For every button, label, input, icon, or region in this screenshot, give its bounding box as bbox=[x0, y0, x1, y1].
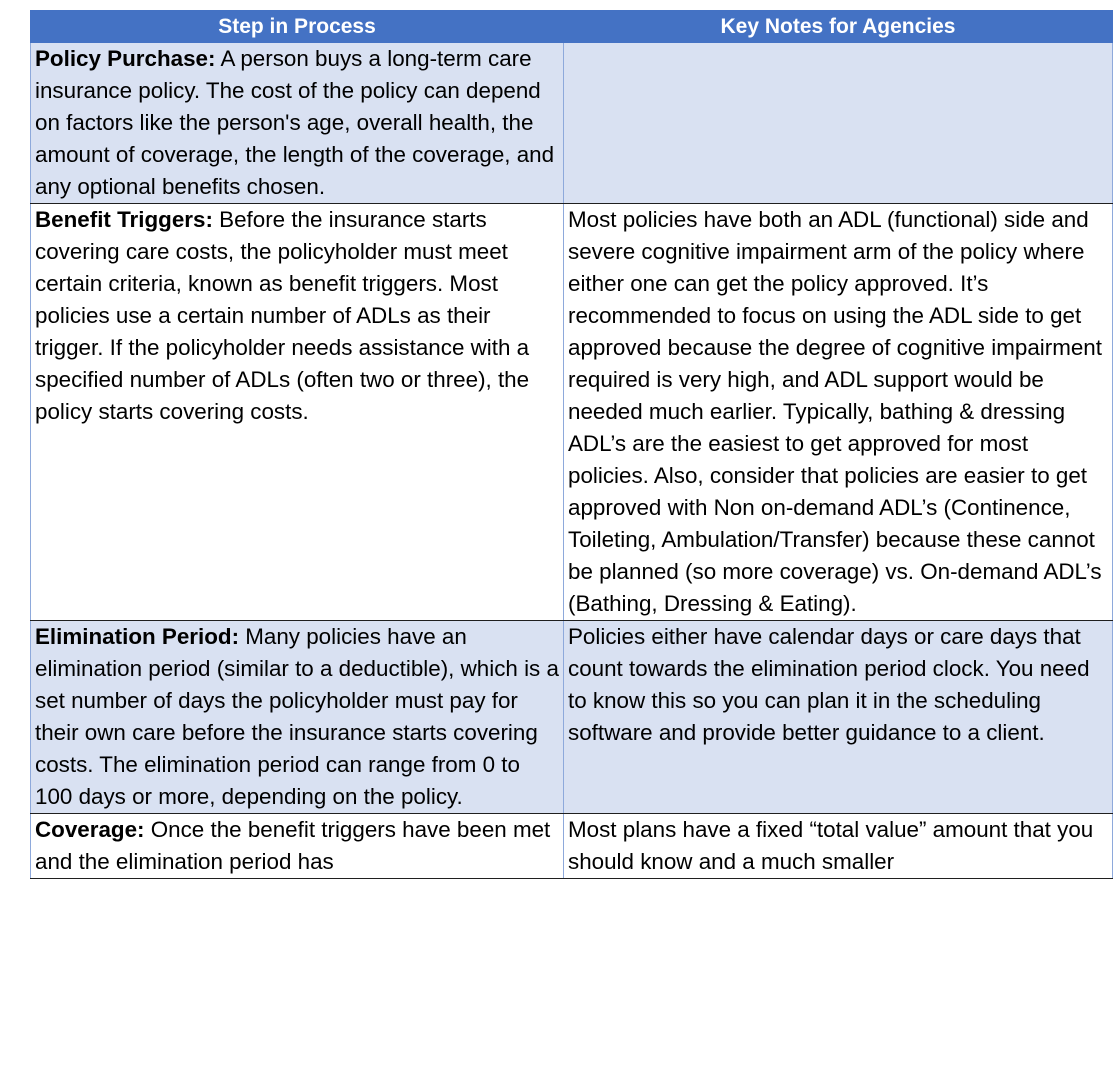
step-cell bbox=[31, 814, 564, 879]
process-table bbox=[30, 10, 1113, 879]
step-title: Policy Purchase: bbox=[35, 46, 216, 71]
notes-cell bbox=[564, 43, 1113, 204]
notes-text: Most plans have a fixed “total value” amount that you should know and a much smaller bbox=[568, 817, 1094, 874]
step-cell bbox=[31, 621, 564, 814]
step-cell bbox=[31, 204, 564, 621]
step-text: Once the benefit triggers have been met and the elimination period has bbox=[35, 817, 551, 874]
step-text: A person buys a long-term care insurance policy. The cost of the policy can depend on factors like the person's age, overall health, the amount of coverage, the length of the coverage, and any optional benefits chosen. bbox=[35, 46, 555, 199]
table-row bbox=[31, 204, 1113, 621]
column-header-step: Step in Process bbox=[31, 11, 564, 43]
process-table-container bbox=[30, 10, 1112, 879]
step-title: Benefit Triggers: bbox=[35, 207, 213, 232]
column-header-notes: Key Notes for Agencies bbox=[564, 11, 1113, 43]
step-title: Coverage: bbox=[35, 817, 145, 842]
notes-cell bbox=[564, 814, 1113, 879]
step-text: Many policies have an elimination period (similar to a deductible), which is a set number of days the policyholder must pay for their own care before the insurance starts covering costs. The elimination period can range from 0 to 100 days or more, depending on the policy. bbox=[35, 624, 559, 809]
step-cell bbox=[31, 43, 564, 204]
notes-text: Most policies have both an ADL (functional) side and severe cognitive impairment arm of the policy where either one can get the policy approved. It’s recommended to focus on using the ADL side to get approved because the degree of cognitive impairment required is very high, and ADL support would be needed much earlier. Typically, bathing & dressing ADL’s are the easiest to get approved for most policies. Also, consider that policies are easier to get approved with Non on-demand ADL’s (Continence, Toileting, Ambulation/Transfer) because these cannot be planned (so more coverage) vs. On-demand ADL’s (Bathing, Dressing & Eating). bbox=[568, 207, 1102, 616]
table-row bbox=[31, 814, 1113, 879]
table-row bbox=[31, 43, 1113, 204]
table-row bbox=[31, 621, 1113, 814]
step-text: Before the insurance starts covering care costs, the policyholder must meet certain criteria, known as benefit triggers. Most policies use a certain number of ADLs as their trigger. If the policyholder needs assistance with a specified number of ADLs (often two or three), the policy starts covering costs. bbox=[35, 207, 530, 424]
notes-cell bbox=[564, 204, 1113, 621]
notes-cell bbox=[564, 621, 1113, 814]
table-header-row bbox=[31, 11, 1113, 43]
notes-text: Policies either have calendar days or care days that count towards the elimination period clock. You need to know this so you can plan it in the scheduling software and provide better guidance to a client. bbox=[568, 624, 1090, 745]
step-title: Elimination Period: bbox=[35, 624, 240, 649]
